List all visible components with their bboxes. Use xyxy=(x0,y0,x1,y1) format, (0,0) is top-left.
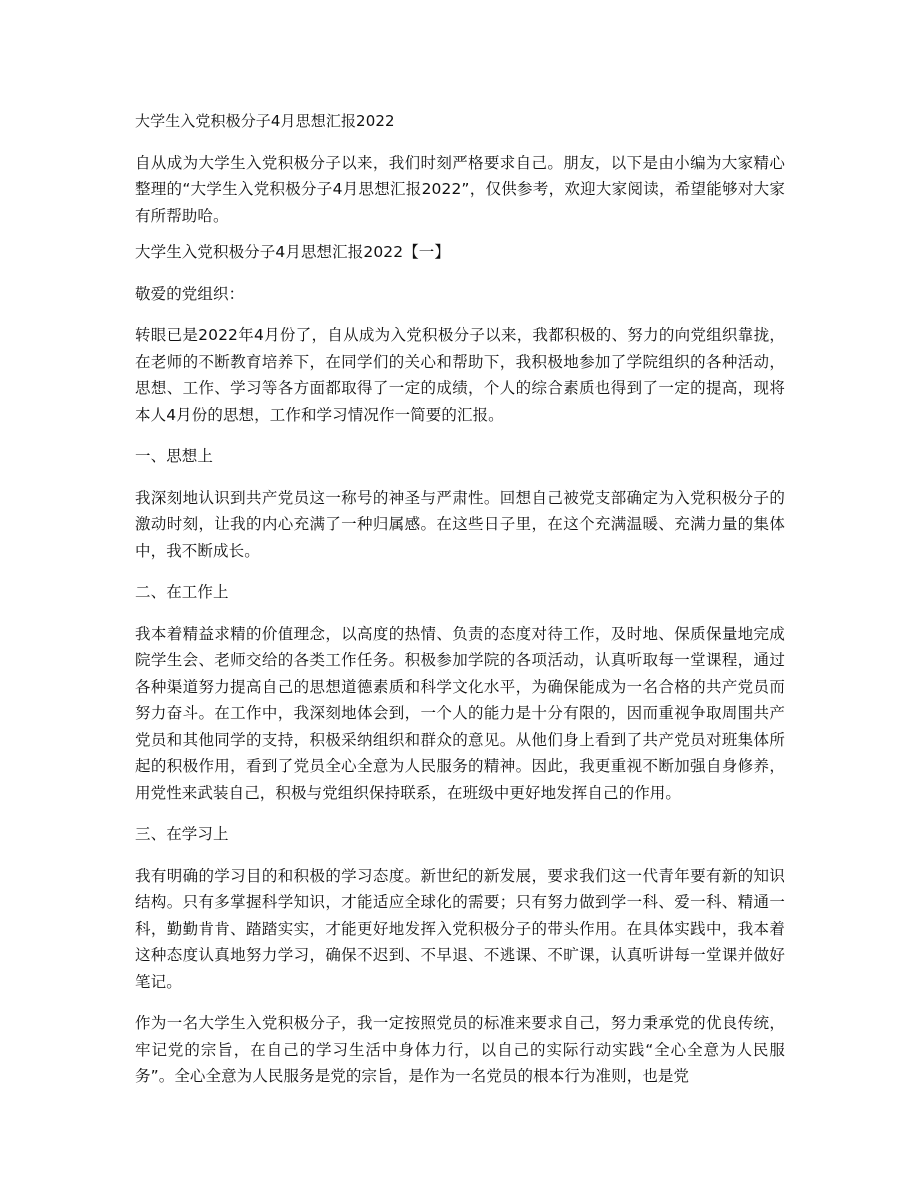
section-heading: 二、在工作上 xyxy=(135,583,229,601)
body-paragraph: 作为一名大学生入党积极分子，我一定按照党员的标准来要求自己，努力秉承党的优良传统，牢记党的宗旨，在自己的学习生活中身体力行，以自己的实际行动实践“全心全意为人民服务”。全心全意为人民服务是党的宗旨，是作为一名党员的根本行为准则，也是党 xyxy=(135,1014,785,1085)
salutation: 敬爱的党组织： xyxy=(135,284,245,303)
section-heading: 三、在学习上 xyxy=(135,825,229,843)
body-paragraph: 我深刻地认识到共产党员这一称号的神圣与严肃性。回想自己被党支部确定为入党积极分子的激动时刻，让我的内心充满了一种归属感。在这些日子里，在这个充满温暖、充满力量的集体中，我不断成长。 xyxy=(135,488,785,560)
section-subtitle: 大学生入党积极分子4月思想汇报2022【一】 xyxy=(135,243,451,261)
intro-paragraph: 自从成为大学生入党积极分子以来，我们时刻严格要求自己。朋友，以下是由小编为大家精心整理的“大学生入党积极分子4月思想汇报2022”，仅供参考，欢迎大家阅读，希望能够对大家有所帮助哈。 xyxy=(135,153,785,225)
body-paragraph: 我本着精益求精的价值理念，以高度的热情、负责的态度对待工作，及时地、保质保量地完成院学生会、老师交给的各类工作任务。积极参加学院的各项活动，认真听取每一堂课程，通过各种渠道努力提高自己的思想道德素质和科学文化水平，为确保能成为一名合格的共产党员而努力奋斗。在工作中，我深刻地体会到，一个人的能力是十分有限的，因而重视争取周围共产党员和其他同学的支持，积极采纳组织和群众的意见。从他们身上看到了共产党员对班集体所起的积极作用，看到了党员全心全意为人民服务的精神。因此，我更重视不断加强自身修养，用党性来武装自己，积极与党组织保持联系，在班级中更好地发挥自己的作用。 xyxy=(135,624,785,802)
document-page xyxy=(135,108,785,1090)
section-heading: 一、思想上 xyxy=(135,447,214,465)
body-paragraph: 我有明确的学习目的和积极的学习态度。新世纪的新发展，要求我们这一代青年要有新的知识结构。只有多掌握科学知识，才能适应全球化的需要；只有努力做到学一科、爱一科、精通一科，勤勤肯肯、踏踏实实，才能更好地发挥入党积极分子的带头作用。在具体实践中，我本着这种态度认真地努力学习，确保不迟到、不早退、不逃课、不旷课，认真听讲每一堂课并做好笔记。 xyxy=(135,866,785,991)
body-paragraph: 转眼已是2022年4月份了，自从成为入党积极分子以来，我都积极的、努力的向党组织靠拢，在老师的不断教育培养下，在同学们的关心和帮助下，我积极地参加了学院组织的各种活动，思想、工作、学习等各方面都取得了一定的成绩，个人的综合素质也得到了一定的提高，现将本人4月份的思想，工作和学习情况作一简要的汇报。 xyxy=(135,326,785,424)
document-title: 大学生入党积极分子4月思想汇报2022 xyxy=(135,112,395,130)
